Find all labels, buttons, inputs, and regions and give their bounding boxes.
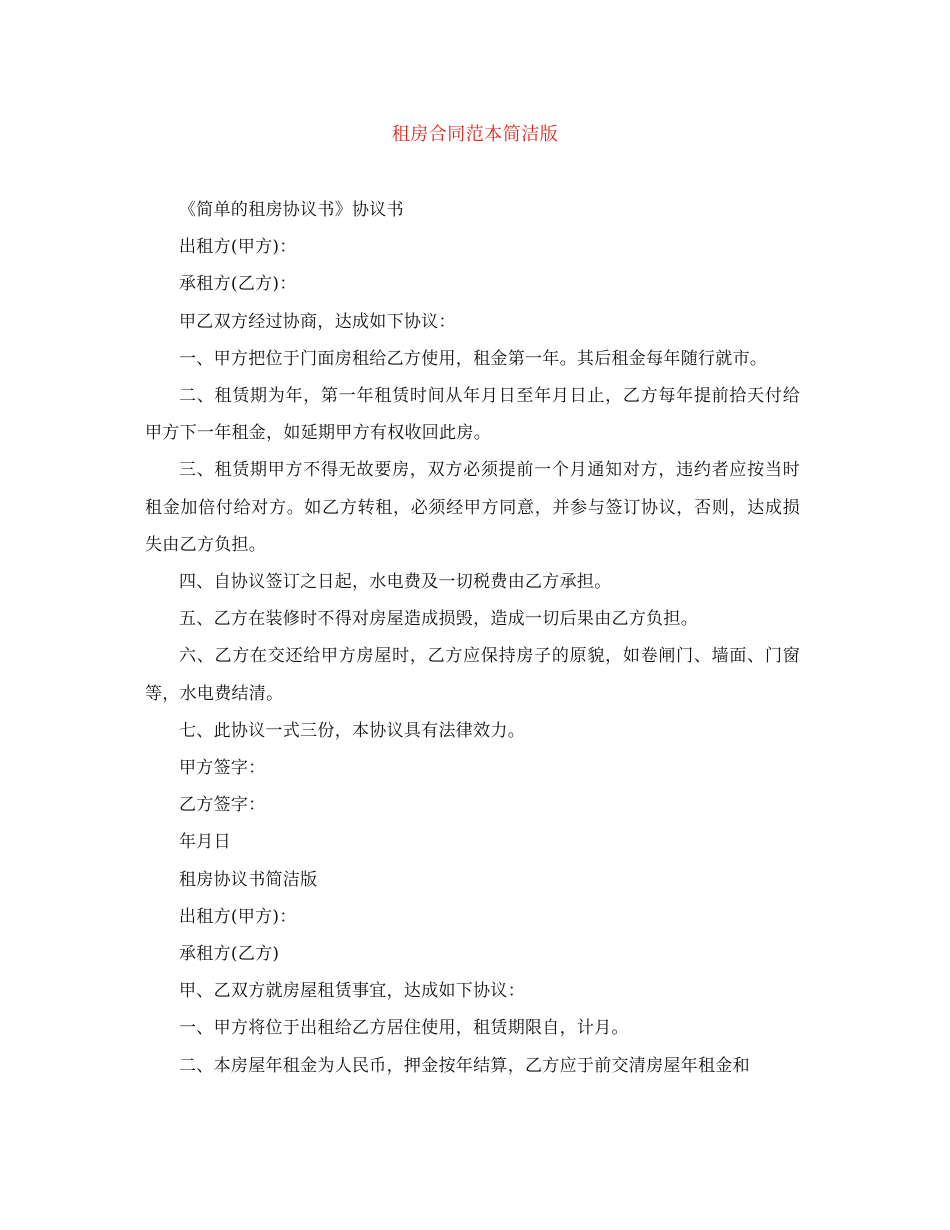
paragraph-second-agreement-name: 租房协议书简洁版	[179, 869, 318, 890]
paragraph-clause-7: 七、此协议一式三份，本协议具有法律效力。	[179, 720, 525, 741]
document-title: 租房合同范本简洁版	[391, 124, 559, 145]
document-body	[145, 192, 800, 1085]
paragraph-second-preamble: 甲、乙双方就房屋租赁事宜，达成如下协议：	[179, 981, 525, 1002]
paragraph-agreement-name: 《简单的租房协议书》协议书	[179, 200, 404, 220]
paragraph-second-clause-1: 一、甲方将位于出租给乙方居住使用，租赁期限自，计月。	[179, 1018, 629, 1039]
paragraph-clause-2: 二、租赁期为年，第一年租赁时间从年月日至年月日止，乙方每年提前拾天付给甲方下一年租金，如延期甲方有权收回此房。	[145, 386, 800, 444]
paragraph-preamble: 甲乙双方经过协商，达成如下协议：	[179, 311, 456, 332]
paragraph-party-a-signature: 甲方签字：	[179, 758, 266, 779]
paragraph-clause-3: 三、租赁期甲方不得无故要房，双方必须提前一个月通知对方，违约者应按当时租金加倍付给对方。如乙方转租，必须经甲方同意，并参与签订协议，否则，达成损失由乙方负担。	[145, 460, 800, 555]
paragraph-lessee: 承租方(乙方)：	[179, 274, 297, 295]
paragraph-clause-5: 五、乙方在装修时不得对房屋造成损毁，造成一切后果由乙方负担。	[179, 609, 698, 630]
paragraph-date: 年月日	[179, 832, 231, 853]
paragraph-party-b-signature: 乙方签字：	[179, 795, 266, 816]
paragraph-second-lessor: 出租方(甲方)：	[179, 906, 297, 927]
paragraph-clause-6: 六、乙方在交还给甲方房屋时，乙方应保持房子的原貌，如卷闸门、墙面、门窗等，水电费结清。	[145, 646, 800, 704]
paragraph-lessor: 出租方(甲方)：	[179, 237, 297, 258]
paragraph-second-lessee: 承租方(乙方)	[179, 944, 280, 965]
paragraph-second-clause-2: 二、本房屋年租金为人民币，押金按年结算，乙方应于前交清房屋年租金和	[179, 1055, 750, 1076]
paragraph-clause-4: 四、自协议签订之日起，水电费及一切税费由乙方承担。	[179, 572, 612, 593]
paragraph-clause-1: 一、甲方把位于门面房租给乙方使用，租金第一年。其后租金每年随行就市。	[179, 348, 768, 369]
